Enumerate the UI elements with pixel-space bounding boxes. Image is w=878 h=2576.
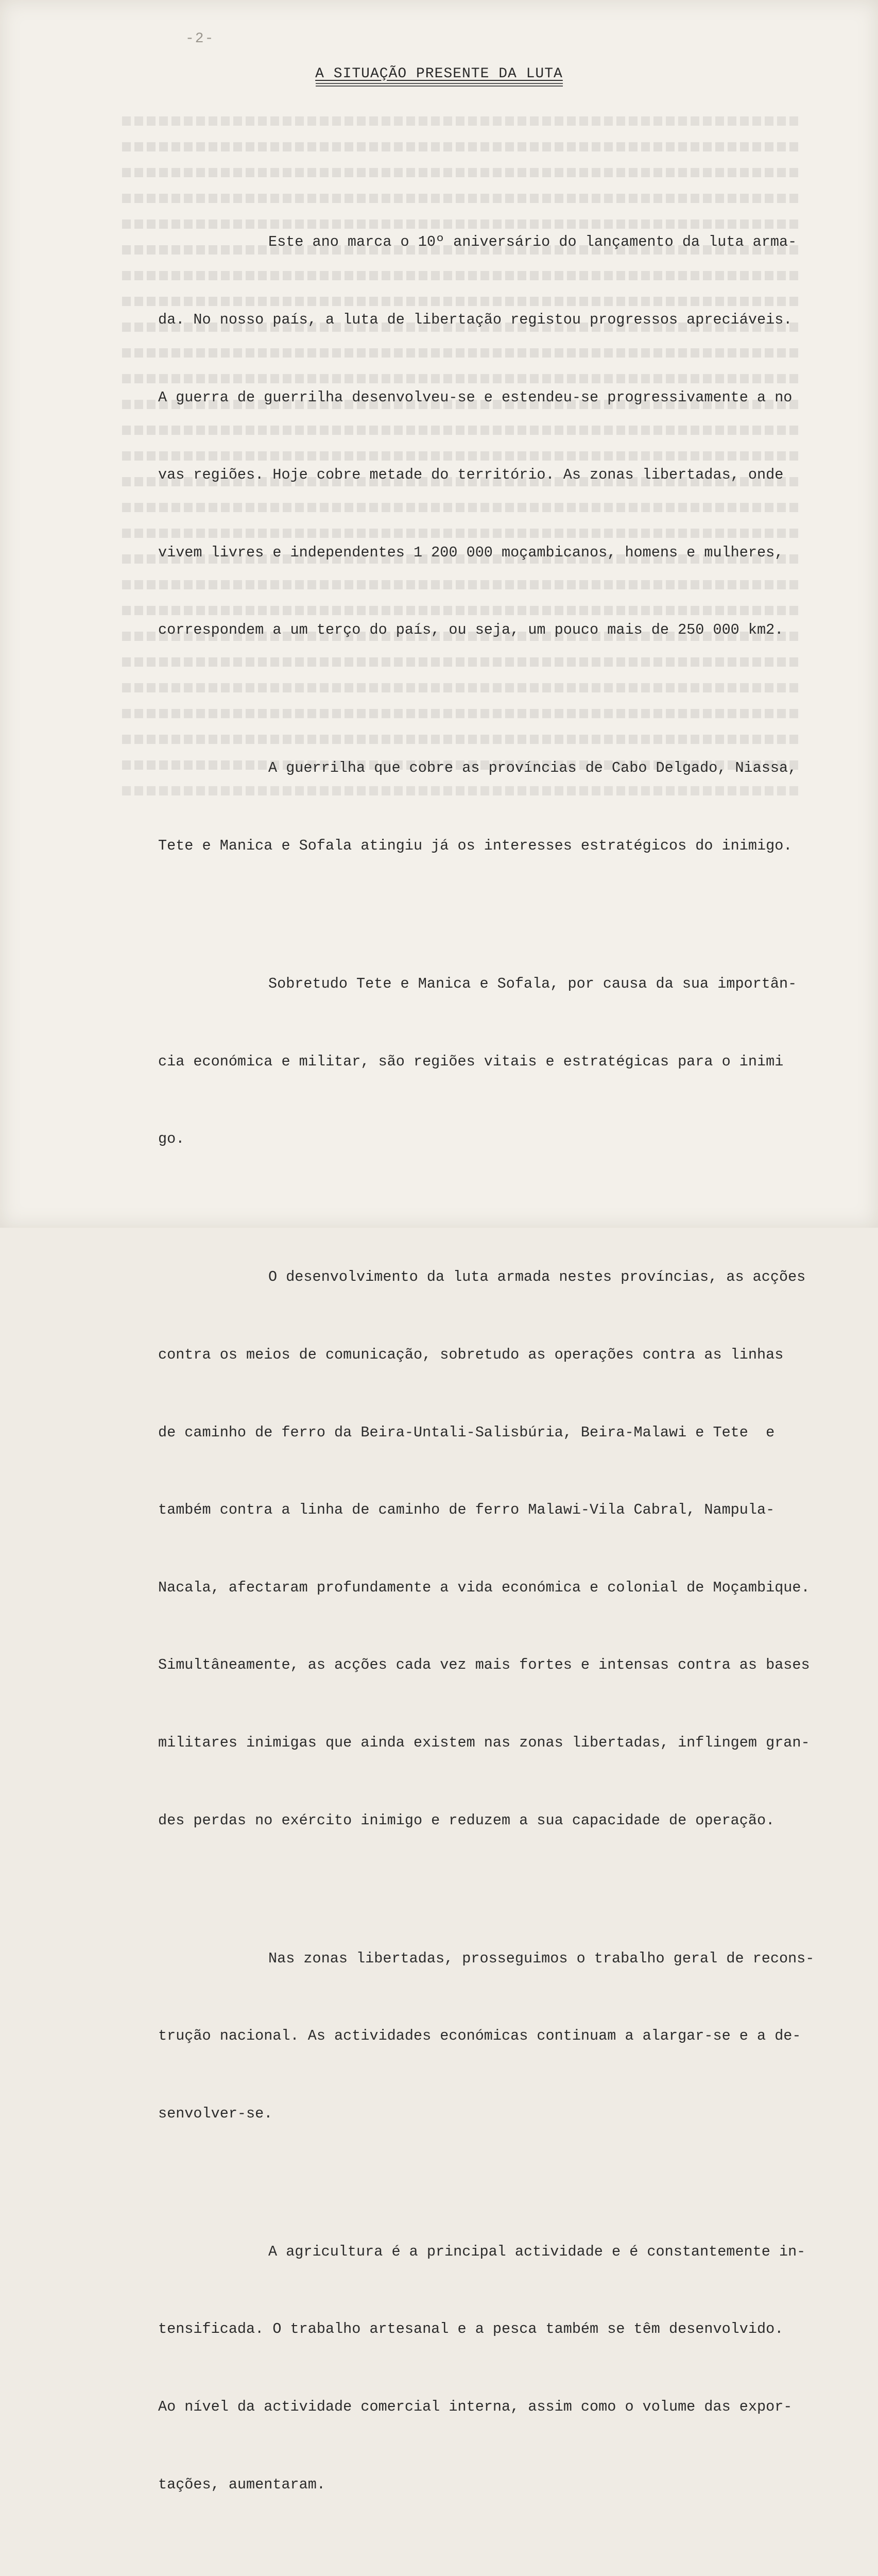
text-line: correspondem a um terço do país, ou seja, um pouco mais de 250 000 km2.	[158, 621, 784, 639]
text-line: vas regiões. Hoje cobre metade do território. As zonas libertadas, onde	[158, 466, 784, 484]
page-number: -2-	[185, 31, 215, 47]
text-line: de caminho de ferro da Beira-Untali-Salisbúria, Beira-Malawi e Tete e	[158, 1423, 775, 1441]
text-line: militares inimigas que ainda existem nas zonas libertadas, inflingem gran-	[158, 1734, 810, 1751]
paragraph	[158, 1894, 848, 2178]
text-line: go.	[158, 1130, 185, 1148]
text-line: Ao nível da actividade comercial interna, assim como o volume das expor-	[158, 2398, 793, 2416]
text-line: tensificada. O trabalho artesanal e a pesca também se têm desenvolvido.	[158, 2320, 784, 2338]
text-line: trução nacional. As actividades económicas continuam a alargar-se e a de-	[158, 2027, 801, 2045]
text-line: Tete e Manica e Sofala atingiu já os interesses estratégicos do inimigo.	[158, 837, 793, 855]
text-line: A guerrilha que cobre as províncias de Cabo Delgado, Niassa,	[268, 759, 797, 777]
text-line: Simultâneamente, as acções cada vez mais fortes e intensas contra as bases	[158, 1656, 810, 1674]
title-double-underline	[316, 83, 563, 87]
text-line: A agricultura é a principal actividade e é constantemente in-	[268, 2243, 806, 2260]
paragraph	[158, 704, 848, 911]
paragraph	[158, 2558, 848, 2576]
page-title: A SITUAÇÃO PRESENTE DA LUTA	[315, 66, 563, 82]
text-line: vivem livres e independentes 1 200 000 moçambicanos, homens e mulheres,	[158, 544, 784, 561]
document-body	[158, 178, 848, 2576]
paragraph	[158, 178, 848, 695]
text-line: senvolver-se.	[158, 2105, 273, 2122]
page-title-block	[0, 66, 878, 87]
text-line: Nas zonas libertadas, prosseguimos o trabalho geral de recons-	[268, 1950, 815, 1967]
text-line: cia económica e militar, são regiões vitais e estratégicas para o inimi	[158, 1053, 784, 1070]
text-line: Sobretudo Tete e Manica e Sofala, por causa da sua importân-	[268, 975, 797, 993]
text-line: tações, aumentaram.	[158, 2476, 325, 2493]
text-line: des perdas no exército inimigo e reduzem a sua capacidade de operação.	[158, 1811, 775, 1829]
text-line: A guerra de guerrilha desenvolveu-se e estendeu-se progressivamente a no	[158, 388, 793, 406]
text-line: Este ano marca o 10º aniversário do lançamento da luta arma-	[268, 233, 797, 251]
paragraph	[158, 1213, 848, 1885]
paragraph	[158, 920, 848, 1204]
text-line: contra os meios de comunicação, sobretudo as operações contra as linhas	[158, 1346, 784, 1363]
text-line: também contra a linha de caminho de ferro Malawi-Vila Cabral, Nampula-	[158, 1501, 775, 1519]
text-line: da. No nosso país, a luta de libertação registou progressos apreciáveis.	[158, 311, 793, 329]
text-line: O desenvolvimento da luta armada nestes províncias, as acções	[268, 1268, 806, 1286]
paragraph	[158, 2187, 848, 2549]
text-line: Nacala, afectaram profundamente a vida económica e colonial de Moçambique.	[158, 1579, 810, 1596]
